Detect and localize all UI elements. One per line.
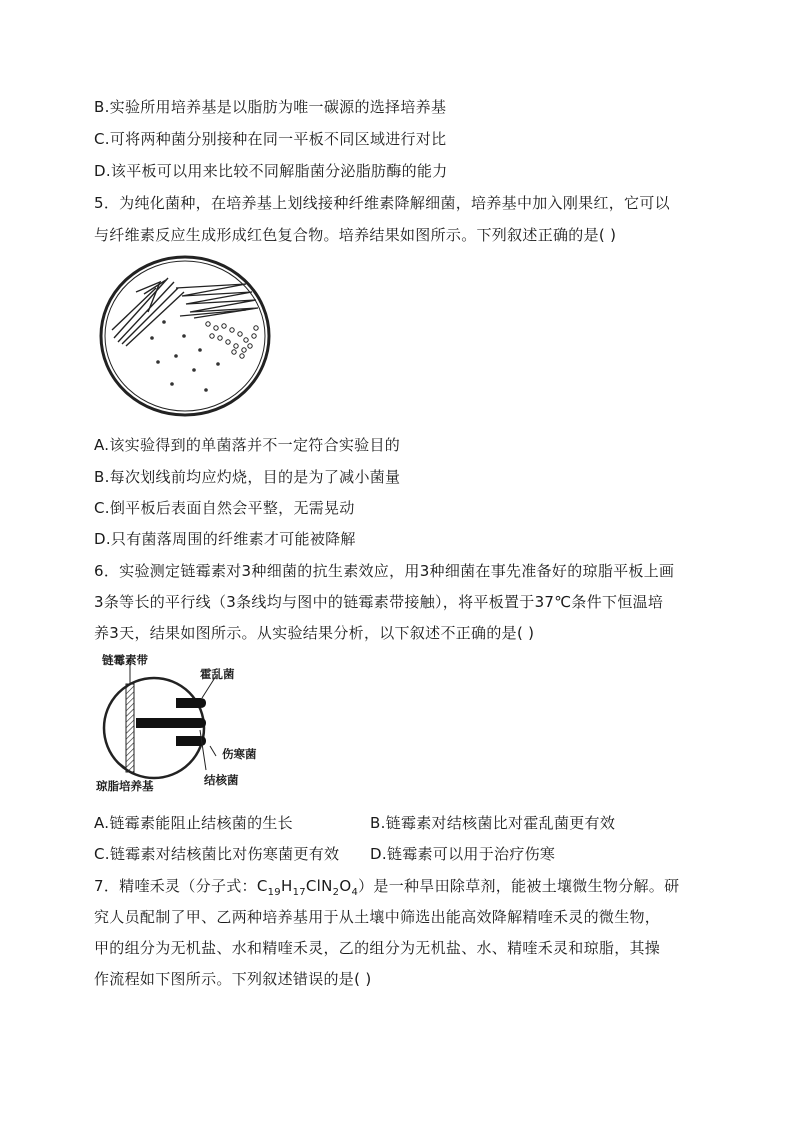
formula-sub-n: 2 xyxy=(332,887,340,898)
label-streptomycin-strip: 链霉素带 xyxy=(102,653,148,667)
label-typhoid: 伤寒菌 xyxy=(222,747,257,761)
formula-sub-o: 4 xyxy=(351,887,359,898)
streptomycin-experiment-figure xyxy=(96,650,286,800)
q5-option-c: C.倒平板后表面自然会平整，无需晃动 xyxy=(94,499,355,517)
q5-option-d: D.只有菌落周围的纤维素才可能被降解 xyxy=(94,530,356,548)
label-tuberculosis: 结核菌 xyxy=(204,773,239,787)
q6-stem-line2: 3条等长的平行线（3条线均与图中的链霉素带接触），将平板置于37℃条件下恒温培 xyxy=(94,593,664,611)
q7-stem-line4: 作流程如下图所示。下列叙述错误的是( ) xyxy=(94,970,372,988)
q5-option-b: B.每次划线前均应灼烧，目的是为了减小菌量 xyxy=(94,468,401,486)
q7-stem-line1 xyxy=(94,875,679,898)
q7-stem-prefix: 7．精喹禾灵（分子式： xyxy=(94,877,257,895)
formula-c: C xyxy=(256,877,268,895)
q6-stem-line3: 养3天，结果如图所示。从实验结果分析，以下叙述不正确的是( ) xyxy=(94,624,535,642)
q6-option-c: C.链霉素对结核菌比对伤寒菌更有效 xyxy=(94,845,340,863)
label-cholera: 霍乱菌 xyxy=(200,667,235,681)
q6-stem-line1: 6．实验测定链霉素对3种细菌的抗生素效应，用3种细菌在事先准备好的琼脂平板上画 xyxy=(94,562,675,580)
label-agar-medium: 琼脂培养基 xyxy=(96,779,154,793)
q5-option-a: A.该实验得到的单菌落并不一定符合实验目的 xyxy=(94,436,401,454)
q7-stem-line3: 甲的组分为无机盐、水和精喹禾灵，乙的组分为无机盐、水、精喹禾灵和琼脂，其操 xyxy=(94,939,661,957)
q7-stem-line2: 究人员配制了甲、乙两种培养基用于从土壤中筛选出能高效降解精喹禾灵的微生物， xyxy=(94,908,661,926)
q6-option-b: B.链霉素对结核菌比对霍乱菌更有效 xyxy=(370,814,616,832)
q5-stem-line2: 与纤维素反应生成形成红色复合物。培养结果如图所示。下列叙述正确的是( ) xyxy=(94,226,617,244)
q6-option-a: A.链霉素能阻止结核菌的生长 xyxy=(94,814,293,832)
formula-sub-h: 17 xyxy=(292,887,306,898)
q7-stem-suffix: ）是一种旱田除草剂，能被土壤微生物分解。研 xyxy=(358,877,680,895)
q4-option-c: C.可将两种菌分别接种在同一平板不同区域进行对比 xyxy=(94,130,447,148)
formula-h: H xyxy=(280,877,293,895)
petri-dish-streak-figure xyxy=(96,252,276,422)
formula-o: O xyxy=(339,877,352,895)
streptomycin-strip xyxy=(126,684,134,772)
q5-stem-line1: 5．为纯化菌种，在培养基上划线接种纤维素降解细菌，培养基中加入刚果红，它可以 xyxy=(94,194,670,212)
formula-sub-c: 19 xyxy=(267,887,281,898)
q4-option-d: D.该平板可以用来比较不同解脂菌分泌脂肪酶的能力 xyxy=(94,162,448,180)
q6-option-d: D.链霉素可以用于治疗伤寒 xyxy=(370,845,556,863)
formula-cln: ClN xyxy=(305,877,333,895)
q4-option-b: B.实验所用培养基是以脂肪为唯一碳源的选择培养基 xyxy=(94,98,447,116)
